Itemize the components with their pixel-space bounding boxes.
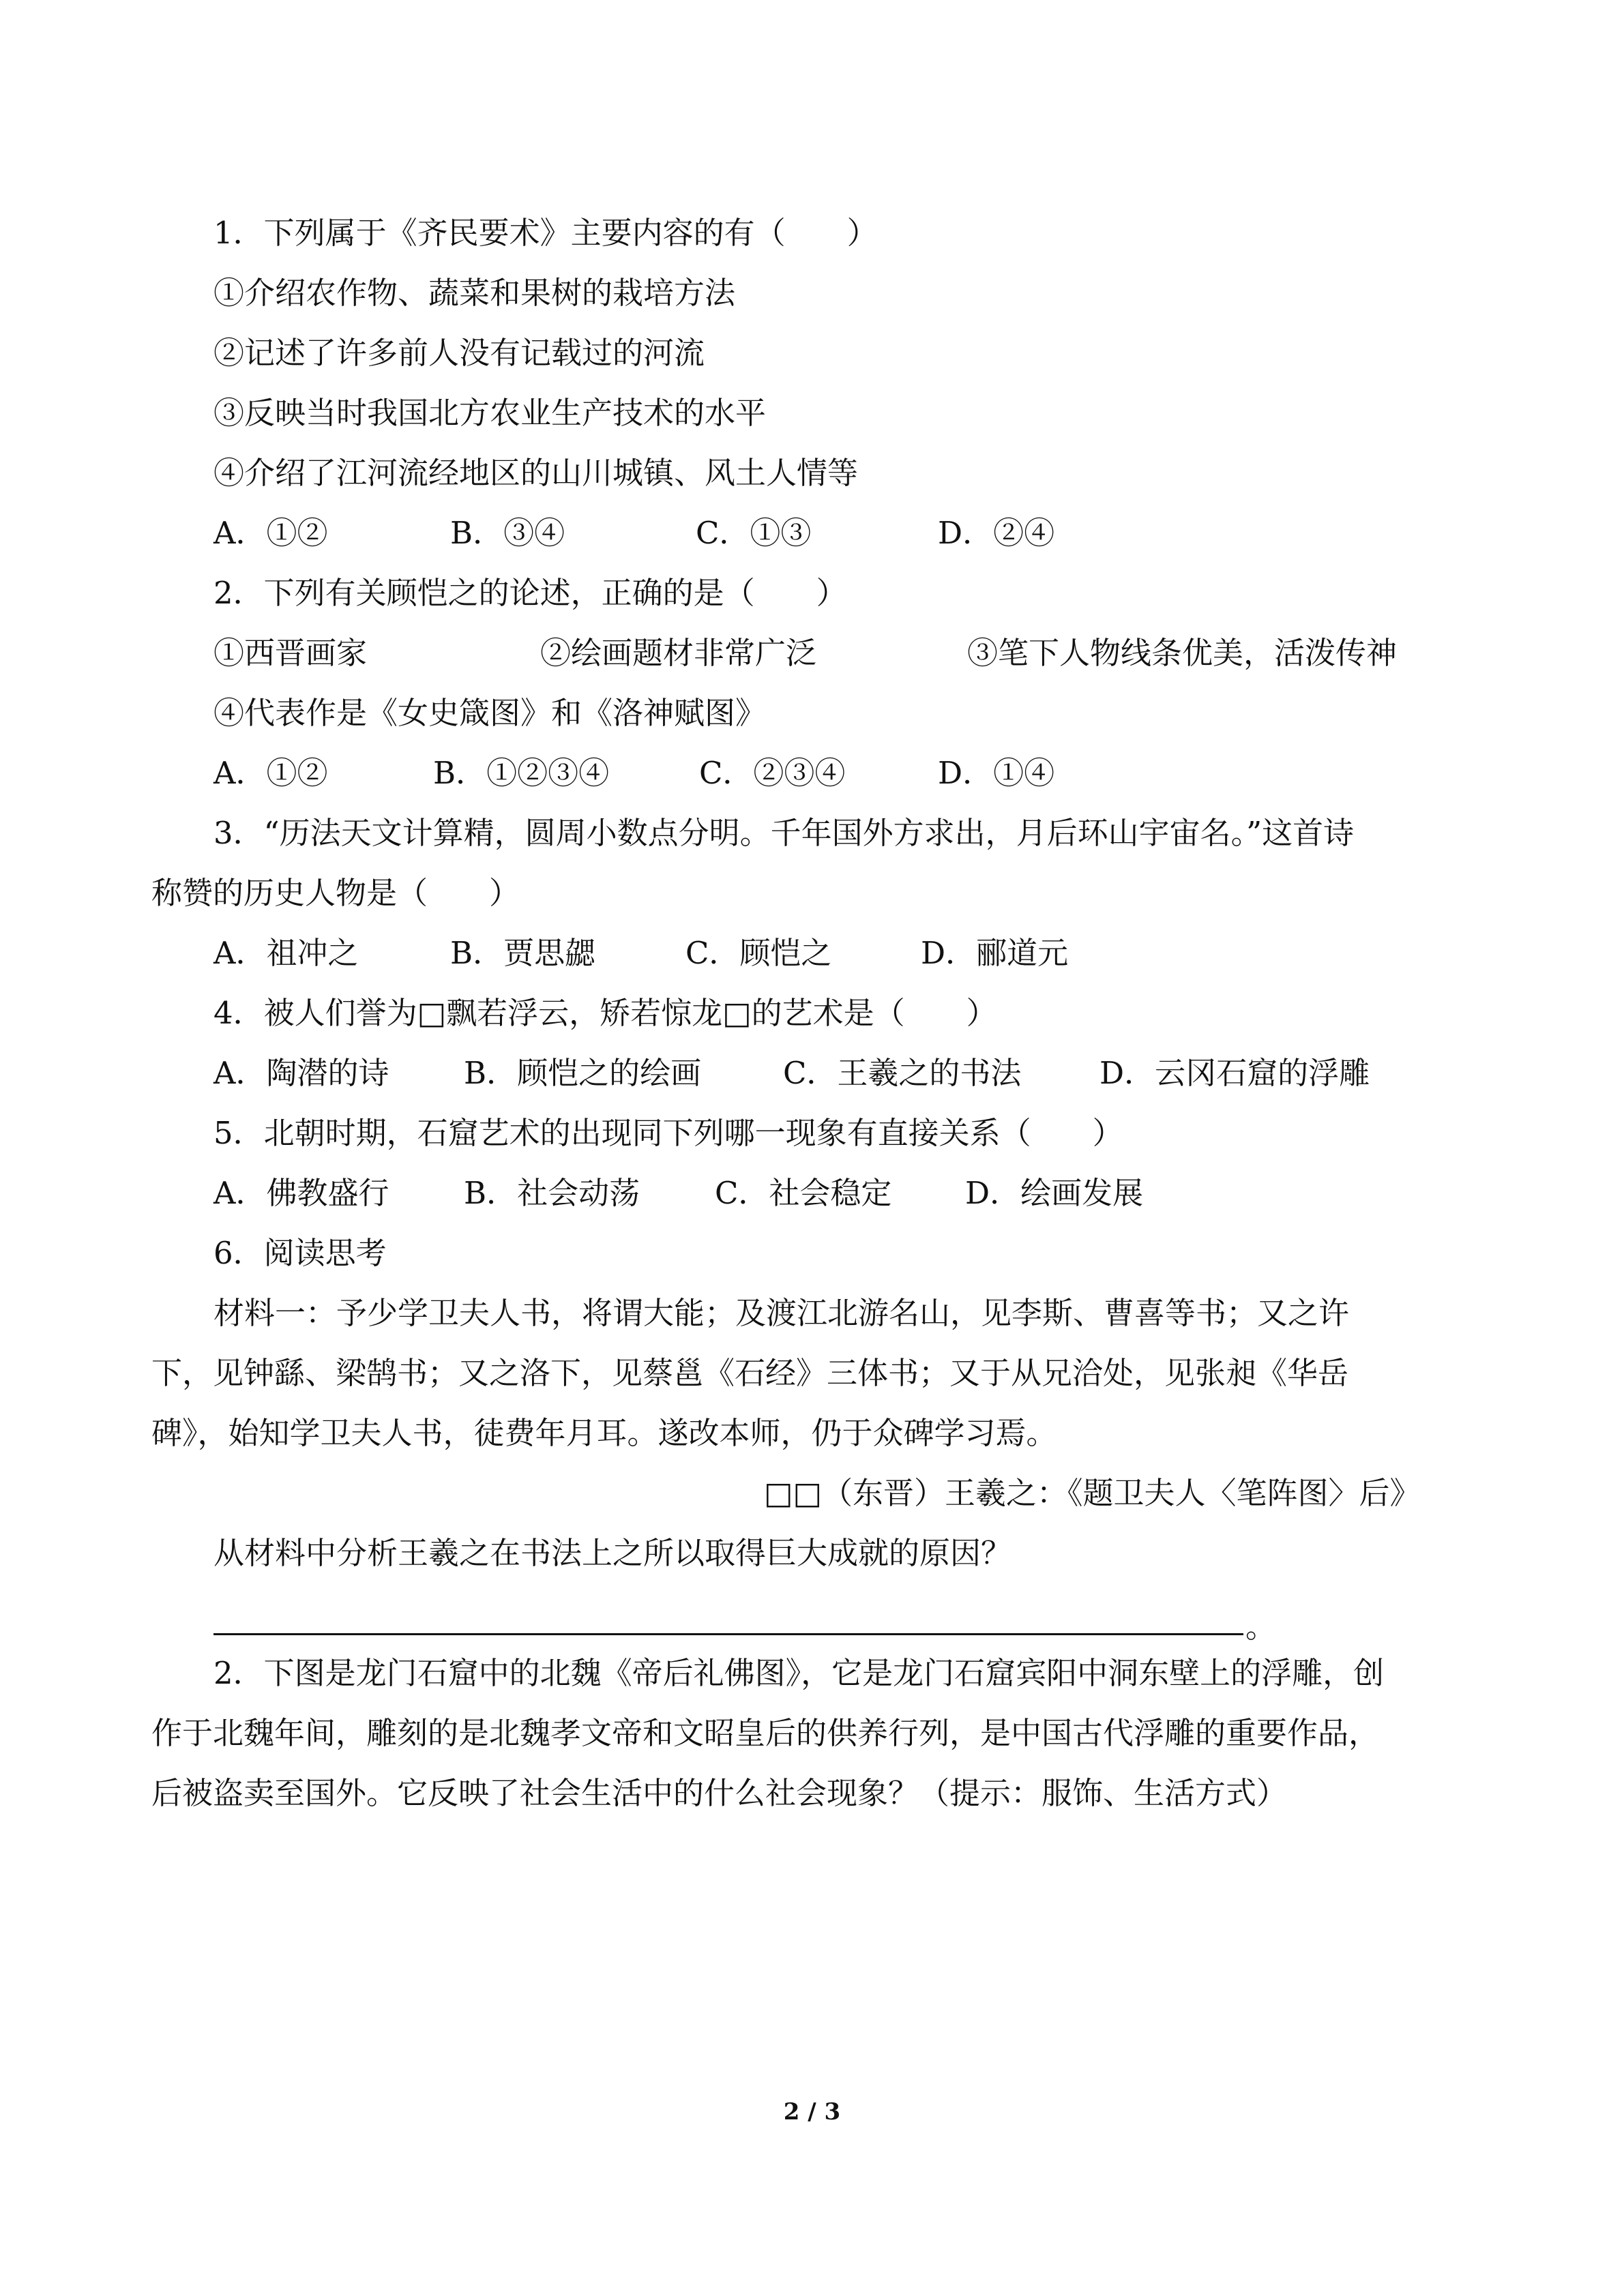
q6-title: 6．阅读思考 <box>213 1235 387 1271</box>
q5-option-a: A．佛教盛行 <box>213 1175 389 1211</box>
q3-options <box>0 933 1624 974</box>
q1-stem: 1．下列属于《齐民要术》主要内容的有（ ） <box>213 215 878 251</box>
q1-item-2: ②记述了许多前人没有记载过的河流 <box>213 335 705 371</box>
q2-option-c: C．②③④ <box>699 755 846 791</box>
q5-option-b: B．社会动荡 <box>464 1175 640 1211</box>
q6-source: □□（东晋）王羲之：《题卫夫人〈笔阵图〉后》 <box>764 1475 1421 1511</box>
q3-option-c: C．顾恺之 <box>685 935 832 971</box>
q2-stem: 2．下列有关顾恺之的论述，正确的是（ ） <box>213 575 847 611</box>
q3-option-d: D．郦道元 <box>921 935 1069 971</box>
q5-options <box>0 1173 1624 1214</box>
page-number: 2 / 3 <box>783 2098 841 2126</box>
q4-option-d: D．云冈石窟的浮雕 <box>1099 1055 1370 1091</box>
q6-material-line3: 碑》，始知学卫夫人书，徒费年月耳。遂改本师，仍于众碑学习焉。 <box>151 1415 1057 1451</box>
q4-option-a: A．陶潜的诗 <box>213 1055 389 1091</box>
q6-material-line1: 材料一：予少学卫夫人书，将谓大能；及渡江北游名山，见李斯、曹喜等书；又之许 <box>213 1295 1350 1331</box>
q6-material-line2: 下，见钟繇、梁鹄书；又之洛下，见蔡邕《石经》三体书；又于从兄洽处，见张昶《华岳 <box>151 1355 1349 1391</box>
q2-item-2: ②绘画题材非常广泛 <box>540 635 817 671</box>
q1-option-a: A．①② <box>213 515 328 551</box>
q5-option-d: D．绘画发展 <box>965 1175 1144 1211</box>
q2-item-4: ④代表作是《女史箴图》和《洛神赋图》 <box>213 695 767 731</box>
q4-option-b: B．顾恺之的绘画 <box>464 1055 702 1091</box>
q4-stem: 4．被人们誉为□飘若浮云，矫若惊龙□的艺术是（ ） <box>213 995 997 1031</box>
q5-option-c: C．社会稳定 <box>715 1175 892 1211</box>
q2-option-a: A．①② <box>213 755 328 791</box>
q2-option-b: B．①②③④ <box>433 755 610 791</box>
q1-item-1: ①介绍农作物、蔬菜和果树的栽培方法 <box>213 275 736 311</box>
q4-option-c: C．王羲之的书法 <box>783 1055 1022 1091</box>
q3-option-a: A．祖冲之 <box>213 935 359 971</box>
q2-item-3: ③笔下人物线条优美，活泼传神 <box>967 635 1398 671</box>
q3-stem-line1: 3．“历法天文计算精，圆周小数点分明。千年国外方求出，月后环山宇宙名。”这首诗 <box>213 815 1355 851</box>
q4-options <box>0 1053 1624 1094</box>
q3-stem-line2: 称赞的历史人物是（ ） <box>151 875 520 911</box>
q6-answer-end: 。 <box>1245 1609 1277 1645</box>
q1-item-3: ③反映当时我国北方农业生产技术的水平 <box>213 395 767 431</box>
q1-option-c: C．①③ <box>696 515 812 551</box>
q7-line1: 2．下图是龙门石窟中的北魏《帝后礼佛图》，它是龙门石窟宾阳中洞东壁上的浮雕，创 <box>213 1655 1385 1691</box>
q2-items-row <box>0 633 1624 674</box>
q2-item-1: ①西晋画家 <box>213 635 368 671</box>
q6-answer-blank[interactable] <box>213 1633 1243 1635</box>
q1-option-d: D．②④ <box>938 515 1055 551</box>
q7-line2: 作于北魏年间，雕刻的是北魏孝文帝和文昭皇后的供养行列，是中国古代浮雕的重要作品， <box>151 1715 1380 1751</box>
q2-options <box>0 753 1624 794</box>
q7-line3: 后被盗卖至国外。它反映了社会生活中的什么社会现象？（提示：服饰、生活方式） <box>151 1775 1288 1811</box>
q2-option-d: D．①④ <box>938 755 1055 791</box>
q1-options <box>0 513 1624 554</box>
q5-stem: 5．北朝时期，石窟艺术的出现同下列哪一现象有直接关系（ ） <box>213 1115 1123 1151</box>
q6-question: 从材料中分析王羲之在书法上之所以取得巨大成就的原因？ <box>213 1535 1012 1571</box>
q3-option-b: B．贾思勰 <box>450 935 596 971</box>
q1-item-4: ④介绍了江河流经地区的山川城镇、风土人情等 <box>213 455 859 491</box>
q1-option-b: B．③④ <box>450 515 565 551</box>
